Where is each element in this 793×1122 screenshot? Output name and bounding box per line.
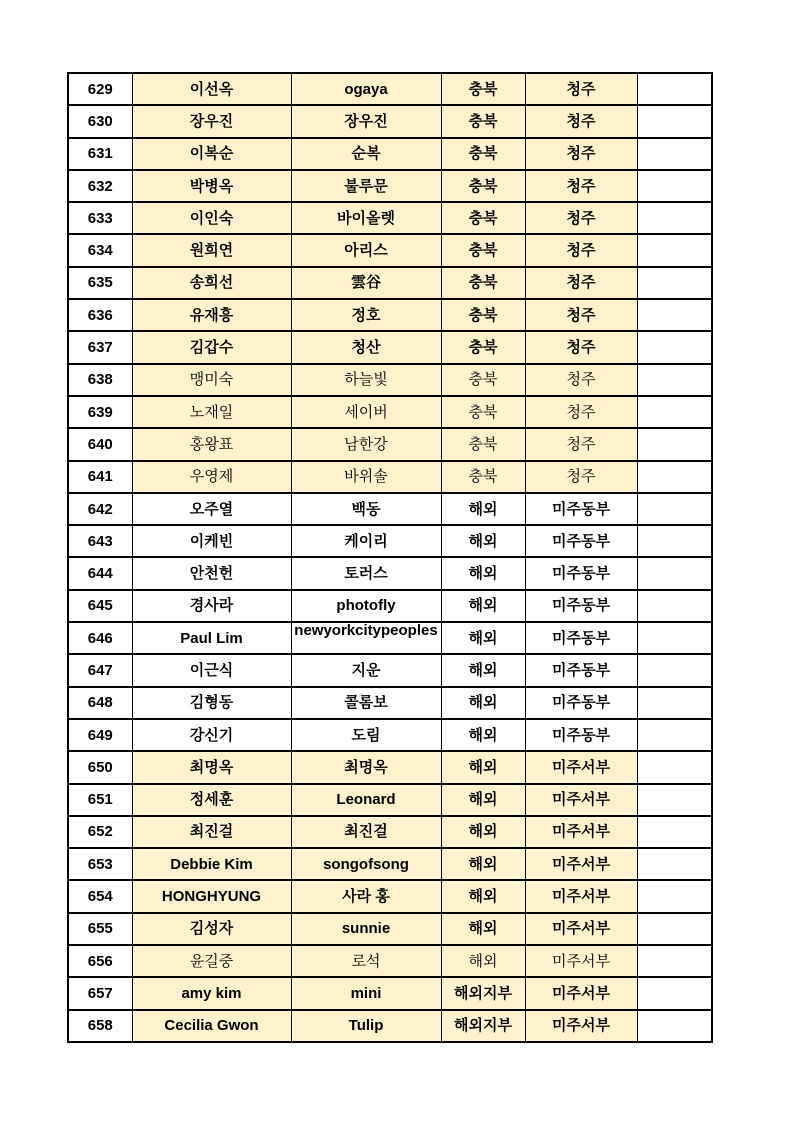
member-nickname: ogaya [291, 73, 441, 105]
table-row [68, 493, 712, 525]
member-name: Paul Lim [132, 622, 291, 654]
member-name: 우영제 [132, 461, 291, 493]
table-row [68, 751, 712, 783]
empty-cell [637, 622, 712, 654]
member-nickname: 최진걸 [291, 816, 441, 848]
table-row [68, 622, 712, 654]
member-number: 643 [68, 525, 132, 557]
member-name: 박병옥 [132, 170, 291, 202]
member-number: 651 [68, 784, 132, 816]
member-region: 해외 [441, 751, 525, 783]
member-number: 637 [68, 331, 132, 363]
member-area: 미주동부 [525, 590, 637, 622]
member-region: 해외 [441, 880, 525, 912]
member-area: 미주서부 [525, 880, 637, 912]
member-number: 634 [68, 234, 132, 266]
table-row [68, 687, 712, 719]
member-area: 청주 [525, 331, 637, 363]
member-number: 642 [68, 493, 132, 525]
member-name: 김성자 [132, 913, 291, 945]
member-area: 미주동부 [525, 654, 637, 686]
table-row [68, 428, 712, 460]
member-region: 충북 [441, 331, 525, 363]
empty-cell [637, 138, 712, 170]
member-region: 해외지부 [441, 1010, 525, 1042]
member-area: 미주서부 [525, 945, 637, 977]
empty-cell [637, 751, 712, 783]
member-number: 632 [68, 170, 132, 202]
member-number: 650 [68, 751, 132, 783]
member-area: 청주 [525, 105, 637, 137]
empty-cell [637, 331, 712, 363]
member-area: 청주 [525, 396, 637, 428]
table-row [68, 105, 712, 137]
member-area: 청주 [525, 364, 637, 396]
member-name: 경사라 [132, 590, 291, 622]
member-region: 충북 [441, 202, 525, 234]
member-nickname: 지운 [291, 654, 441, 686]
member-nickname: Tulip [291, 1010, 441, 1042]
member-nickname: 정호 [291, 299, 441, 331]
member-name: amy kim [132, 977, 291, 1009]
empty-cell [637, 202, 712, 234]
member-region: 해외 [441, 590, 525, 622]
empty-cell [637, 945, 712, 977]
member-name: 유재흥 [132, 299, 291, 331]
table-row [68, 299, 712, 331]
member-name: 이근식 [132, 654, 291, 686]
member-name: 김갑수 [132, 331, 291, 363]
member-region: 해외 [441, 493, 525, 525]
member-nickname: 하늘빛 [291, 364, 441, 396]
member-region: 해외 [441, 945, 525, 977]
member-area: 청주 [525, 299, 637, 331]
member-nickname: 사라 홍 [291, 880, 441, 912]
member-area: 청주 [525, 202, 637, 234]
member-nickname: 세이버 [291, 396, 441, 428]
member-area: 청주 [525, 170, 637, 202]
table-row [68, 880, 712, 912]
table-row [68, 913, 712, 945]
member-name: 안천헌 [132, 557, 291, 589]
member-nickname: 로석 [291, 945, 441, 977]
member-name: 이케빈 [132, 525, 291, 557]
empty-cell [637, 557, 712, 589]
member-area: 미주서부 [525, 816, 637, 848]
member-name: 이선옥 [132, 73, 291, 105]
member-region: 충북 [441, 170, 525, 202]
member-number: 646 [68, 622, 132, 654]
member-nickname: 장우진 [291, 105, 441, 137]
table-row [68, 848, 712, 880]
empty-cell [637, 784, 712, 816]
empty-cell [637, 654, 712, 686]
member-table [67, 72, 713, 1043]
member-name: 김형동 [132, 687, 291, 719]
member-area: 청주 [525, 138, 637, 170]
member-area: 미주동부 [525, 493, 637, 525]
member-number: 639 [68, 396, 132, 428]
member-name: 이복순 [132, 138, 291, 170]
empty-cell [637, 428, 712, 460]
member-nickname: newyorkcitypeoples [291, 622, 441, 654]
empty-cell [637, 880, 712, 912]
table-row [68, 202, 712, 234]
member-area: 청주 [525, 267, 637, 299]
member-area: 청주 [525, 234, 637, 266]
member-name: 오주열 [132, 493, 291, 525]
member-region: 해외 [441, 557, 525, 589]
member-area: 청주 [525, 73, 637, 105]
member-region: 충북 [441, 428, 525, 460]
member-name: 송희선 [132, 267, 291, 299]
member-region: 해외 [441, 848, 525, 880]
member-area: 미주서부 [525, 751, 637, 783]
member-number: 648 [68, 687, 132, 719]
member-number: 644 [68, 557, 132, 589]
empty-cell [637, 105, 712, 137]
member-nickname: 아리스 [291, 234, 441, 266]
member-number: 635 [68, 267, 132, 299]
member-name: 장우진 [132, 105, 291, 137]
member-nickname: Leonard [291, 784, 441, 816]
member-number: 645 [68, 590, 132, 622]
table-row [68, 461, 712, 493]
member-name: HONGHYUNG [132, 880, 291, 912]
member-area: 미주서부 [525, 784, 637, 816]
member-nickname: 청산 [291, 331, 441, 363]
member-number: 649 [68, 719, 132, 751]
member-name: 최명옥 [132, 751, 291, 783]
empty-cell [637, 913, 712, 945]
member-area: 미주서부 [525, 913, 637, 945]
member-nickname: photofly [291, 590, 441, 622]
member-area: 미주서부 [525, 977, 637, 1009]
table-row [68, 719, 712, 751]
member-number: 654 [68, 880, 132, 912]
table-row [68, 816, 712, 848]
empty-cell [637, 525, 712, 557]
member-number: 652 [68, 816, 132, 848]
member-nickname: 불루문 [291, 170, 441, 202]
member-region: 해외지부 [441, 977, 525, 1009]
member-nickname: 도림 [291, 719, 441, 751]
member-region: 해외 [441, 719, 525, 751]
empty-cell [637, 364, 712, 396]
table-row [68, 654, 712, 686]
table-row [68, 1010, 712, 1042]
member-region: 충북 [441, 396, 525, 428]
table-row [68, 138, 712, 170]
table-row [68, 364, 712, 396]
empty-cell [637, 170, 712, 202]
table-row [68, 557, 712, 589]
table-row [68, 331, 712, 363]
empty-cell [637, 1010, 712, 1042]
table-row [68, 590, 712, 622]
member-number: 631 [68, 138, 132, 170]
member-number: 636 [68, 299, 132, 331]
member-nickname: sunnie [291, 913, 441, 945]
member-number: 647 [68, 654, 132, 686]
empty-cell [637, 73, 712, 105]
table-row [68, 73, 712, 105]
member-area: 미주동부 [525, 525, 637, 557]
member-region: 충북 [441, 364, 525, 396]
member-region: 충북 [441, 234, 525, 266]
member-region: 해외 [441, 525, 525, 557]
member-nickname: 순복 [291, 138, 441, 170]
member-name: 최진걸 [132, 816, 291, 848]
table-row [68, 525, 712, 557]
member-nickname: 바위솔 [291, 461, 441, 493]
member-region: 해외 [441, 816, 525, 848]
member-number: 656 [68, 945, 132, 977]
member-number: 658 [68, 1010, 132, 1042]
member-region: 충북 [441, 73, 525, 105]
member-area: 미주동부 [525, 719, 637, 751]
member-nickname: 최명옥 [291, 751, 441, 783]
member-name: Cecilia Gwon [132, 1010, 291, 1042]
member-name: 정세훈 [132, 784, 291, 816]
member-nickname: 바이올렛 [291, 202, 441, 234]
member-number: 633 [68, 202, 132, 234]
member-nickname: 백동 [291, 493, 441, 525]
member-region: 충북 [441, 299, 525, 331]
member-region: 충북 [441, 105, 525, 137]
member-region: 해외 [441, 913, 525, 945]
member-region: 해외 [441, 622, 525, 654]
member-number: 641 [68, 461, 132, 493]
member-region: 충북 [441, 138, 525, 170]
empty-cell [637, 719, 712, 751]
member-area: 청주 [525, 461, 637, 493]
table-row [68, 977, 712, 1009]
member-region: 충북 [441, 267, 525, 299]
member-name: 윤길중 [132, 945, 291, 977]
member-number: 638 [68, 364, 132, 396]
empty-cell [637, 977, 712, 1009]
table-row [68, 234, 712, 266]
empty-cell [637, 396, 712, 428]
member-table-body [68, 73, 712, 1042]
member-name: 노재일 [132, 396, 291, 428]
table-row [68, 267, 712, 299]
member-name: Debbie Kim [132, 848, 291, 880]
member-area: 미주서부 [525, 1010, 637, 1042]
member-number: 640 [68, 428, 132, 460]
table-row [68, 170, 712, 202]
table-row [68, 945, 712, 977]
member-nickname: songofsong [291, 848, 441, 880]
member-nickname: 토러스 [291, 557, 441, 589]
member-nickname: 콜롬보 [291, 687, 441, 719]
member-name: 맹미숙 [132, 364, 291, 396]
member-number: 629 [68, 73, 132, 105]
member-name: 이인숙 [132, 202, 291, 234]
member-area: 미주서부 [525, 848, 637, 880]
empty-cell [637, 687, 712, 719]
member-number: 653 [68, 848, 132, 880]
member-nickname: 雲谷 [291, 267, 441, 299]
member-name: 강신기 [132, 719, 291, 751]
member-region: 충북 [441, 461, 525, 493]
empty-cell [637, 848, 712, 880]
member-area: 청주 [525, 428, 637, 460]
member-region: 해외 [441, 784, 525, 816]
member-area: 미주동부 [525, 622, 637, 654]
table-row [68, 396, 712, 428]
member-name: 홍왕표 [132, 428, 291, 460]
empty-cell [637, 590, 712, 622]
empty-cell [637, 816, 712, 848]
member-nickname: 남한강 [291, 428, 441, 460]
member-region: 해외 [441, 654, 525, 686]
member-region: 해외 [441, 687, 525, 719]
member-name: 원희연 [132, 234, 291, 266]
table-row [68, 784, 712, 816]
member-number: 655 [68, 913, 132, 945]
empty-cell [637, 267, 712, 299]
empty-cell [637, 234, 712, 266]
empty-cell [637, 461, 712, 493]
member-number: 630 [68, 105, 132, 137]
member-nickname: mini [291, 977, 441, 1009]
member-area: 미주동부 [525, 557, 637, 589]
member-nickname: 케이리 [291, 525, 441, 557]
member-area: 미주동부 [525, 687, 637, 719]
empty-cell [637, 493, 712, 525]
empty-cell [637, 299, 712, 331]
member-number: 657 [68, 977, 132, 1009]
